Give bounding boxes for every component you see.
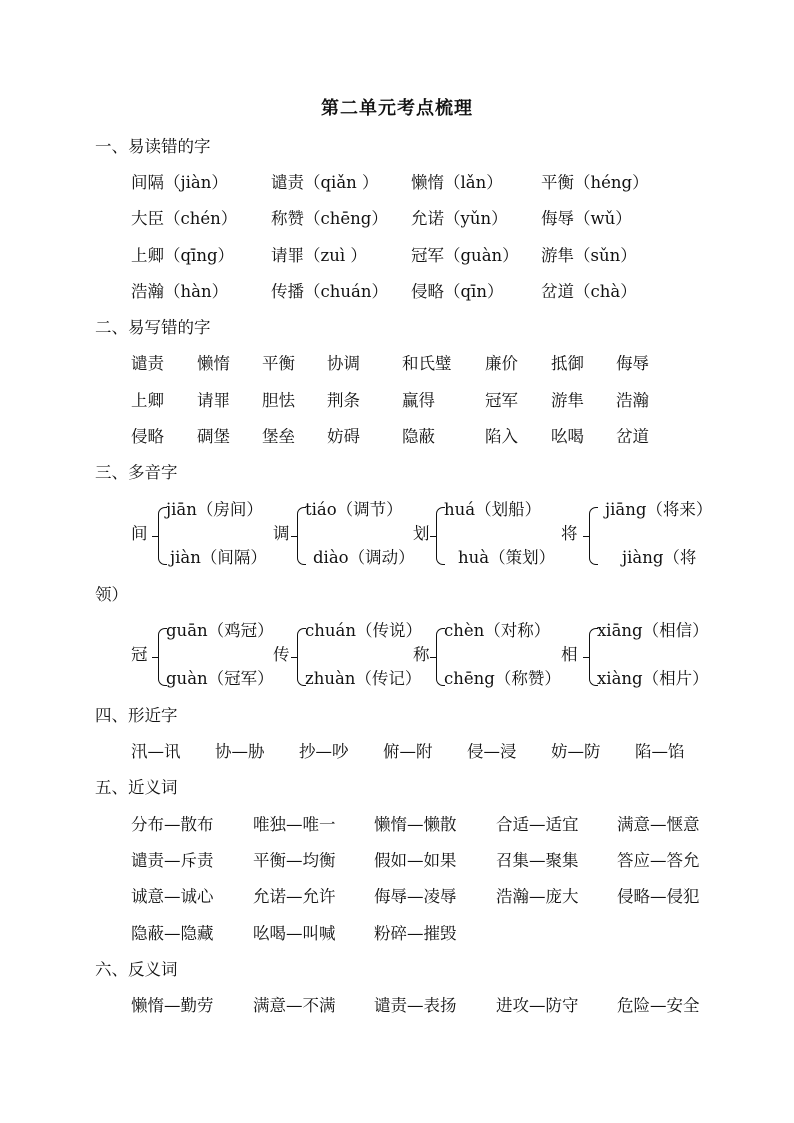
- list-item: 岔道（chà）: [541, 282, 637, 301]
- polyphone-reading: huá（划船）: [444, 500, 542, 519]
- polyphone-reading: jiàn（间隔）: [170, 548, 267, 567]
- list-item: 赢得: [402, 391, 435, 410]
- polyphone-char: 称: [413, 645, 430, 664]
- list-item: 请罪（zuì ）: [271, 246, 367, 265]
- polyphone-wrap-text: 领）: [95, 585, 128, 604]
- list-item: 满意—惬意: [617, 815, 700, 834]
- polyphone-reading: guàn（冠军）: [166, 669, 274, 688]
- list-item: 谴责—表扬: [374, 996, 457, 1015]
- polyphone-char: 间: [131, 524, 148, 543]
- section-heading-synonyms: 五、近义词: [95, 778, 178, 797]
- list-item: 粉碎—摧毁: [374, 924, 457, 943]
- polyphone-char: 传: [273, 645, 290, 664]
- list-item: 假如—如果: [374, 851, 457, 870]
- section-heading-polyphones: 三、多音字: [95, 463, 178, 482]
- list-item: 游隼（sǔn）: [541, 246, 637, 265]
- list-item: 汛—讯: [131, 742, 181, 761]
- polyphone-reading: guān（鸡冠）: [166, 621, 274, 640]
- list-item: 和氏璧: [402, 354, 452, 373]
- polyphone-char: 将: [561, 524, 578, 543]
- list-item: 分布—散布: [131, 815, 214, 834]
- list-item: 抄—吵: [299, 742, 349, 761]
- list-item: 请罪: [197, 391, 230, 410]
- polyphone-char: 冠: [131, 645, 148, 664]
- brace-icon: [589, 507, 598, 565]
- list-item: 上卿（qīng）: [131, 246, 235, 265]
- list-item: 冠军: [485, 391, 518, 410]
- list-item: 称赞（chēng）: [271, 209, 388, 228]
- list-item: 俯—附: [383, 742, 433, 761]
- list-item: 岔道: [616, 427, 649, 446]
- list-item: 抵御: [551, 354, 584, 373]
- list-item: 碉堡: [197, 427, 230, 446]
- list-item: 侵略: [131, 427, 164, 446]
- polyphone-reading: xiàng（相片）: [597, 669, 709, 688]
- polyphone-reading: chuán（传说）: [305, 621, 422, 640]
- list-item: 浩瀚（hàn）: [131, 282, 229, 301]
- list-item: 谴责: [131, 354, 164, 373]
- list-item: 吆喝—叫喊: [253, 924, 336, 943]
- polyphone-reading: jiāng（将来）: [605, 500, 713, 519]
- section-heading-similar-chars: 四、形近字: [95, 706, 178, 725]
- polyphone-reading: zhuàn（传记）: [305, 669, 422, 688]
- list-item: 浩瀚—庞大: [496, 887, 579, 906]
- polyphone-char: 相: [561, 645, 578, 664]
- list-item: 侵—浸: [467, 742, 517, 761]
- polyphone-reading: tiáo（调节）: [305, 500, 403, 519]
- list-item: 满意—不满: [253, 996, 336, 1015]
- list-item: 懒惰: [197, 354, 230, 373]
- polyphone-reading: jiān（房间）: [166, 500, 263, 519]
- list-item: 诚意—诚心: [131, 887, 214, 906]
- polyphone-reading: xiāng（相信）: [597, 621, 709, 640]
- list-item: 合适—适宜: [496, 815, 579, 834]
- list-item: 侮辱: [616, 354, 649, 373]
- polyphone-char: 调: [273, 524, 290, 543]
- list-item: 危险—安全: [617, 996, 700, 1015]
- list-item: 间隔（jiàn）: [131, 173, 228, 192]
- list-item: 答应—答允: [617, 851, 700, 870]
- polyphone-reading: jiàng（将: [622, 548, 697, 567]
- polyphone-reading: huà（策划）: [458, 548, 556, 567]
- section-heading-antonyms: 六、反义词: [95, 960, 178, 979]
- list-item: 冠军（guàn）: [411, 246, 519, 265]
- list-item: 传播（chuán）: [271, 282, 388, 301]
- list-item: 妨碍: [327, 427, 360, 446]
- list-item: 大臣（chén）: [131, 209, 238, 228]
- section-heading-miswritten: 二、易写错的字: [95, 318, 211, 337]
- polyphone-reading: chèn（对称）: [444, 621, 551, 640]
- list-item: 侵略—侵犯: [617, 887, 700, 906]
- list-item: 唯独—唯一: [253, 815, 336, 834]
- list-item: 吆喝: [551, 427, 584, 446]
- list-item: 浩瀚: [616, 391, 649, 410]
- list-item: 谴责—斥责: [131, 851, 214, 870]
- list-item: 允诺（yǔn）: [411, 209, 508, 228]
- polyphone-reading: chēng（称赞）: [444, 669, 561, 688]
- list-item: 隐蔽—隐藏: [131, 924, 214, 943]
- list-item: 荆条: [327, 391, 360, 410]
- list-item: 廉价: [485, 354, 518, 373]
- list-item: 懒惰（lǎn）: [411, 173, 503, 192]
- list-item: 上卿: [131, 391, 164, 410]
- list-item: 侮辱（wǔ）: [541, 209, 632, 228]
- list-item: 堡垒: [262, 427, 295, 446]
- list-item: 陷—馅: [635, 742, 685, 761]
- list-item: 游隼: [551, 391, 584, 410]
- list-item: 允诺—允许: [253, 887, 336, 906]
- polyphone-reading: diào（调动）: [313, 548, 415, 567]
- page-title: 第二单元考点梳理: [321, 98, 473, 119]
- list-item: 谴责（qiǎn ）: [271, 173, 379, 192]
- list-item: 进攻—防守: [496, 996, 579, 1015]
- list-item: 妨—防: [551, 742, 601, 761]
- list-item: 协调: [327, 354, 360, 373]
- list-item: 平衡（héng）: [541, 173, 649, 192]
- list-item: 协—胁: [215, 742, 265, 761]
- list-item: 胆怯: [262, 391, 295, 410]
- list-item: 平衡—均衡: [253, 851, 336, 870]
- list-item: 懒惰—懒散: [374, 815, 457, 834]
- list-item: 侵略（qīn）: [411, 282, 504, 301]
- list-item: 陷入: [485, 427, 518, 446]
- list-item: 平衡: [262, 354, 295, 373]
- polyphone-char: 划: [413, 524, 430, 543]
- list-item: 侮辱—凌辱: [374, 887, 457, 906]
- list-item: 召集—聚集: [496, 851, 579, 870]
- list-item: 懒惰—勤劳: [131, 996, 214, 1015]
- section-heading-misread: 一、易读错的字: [95, 137, 211, 156]
- list-item: 隐蔽: [402, 427, 435, 446]
